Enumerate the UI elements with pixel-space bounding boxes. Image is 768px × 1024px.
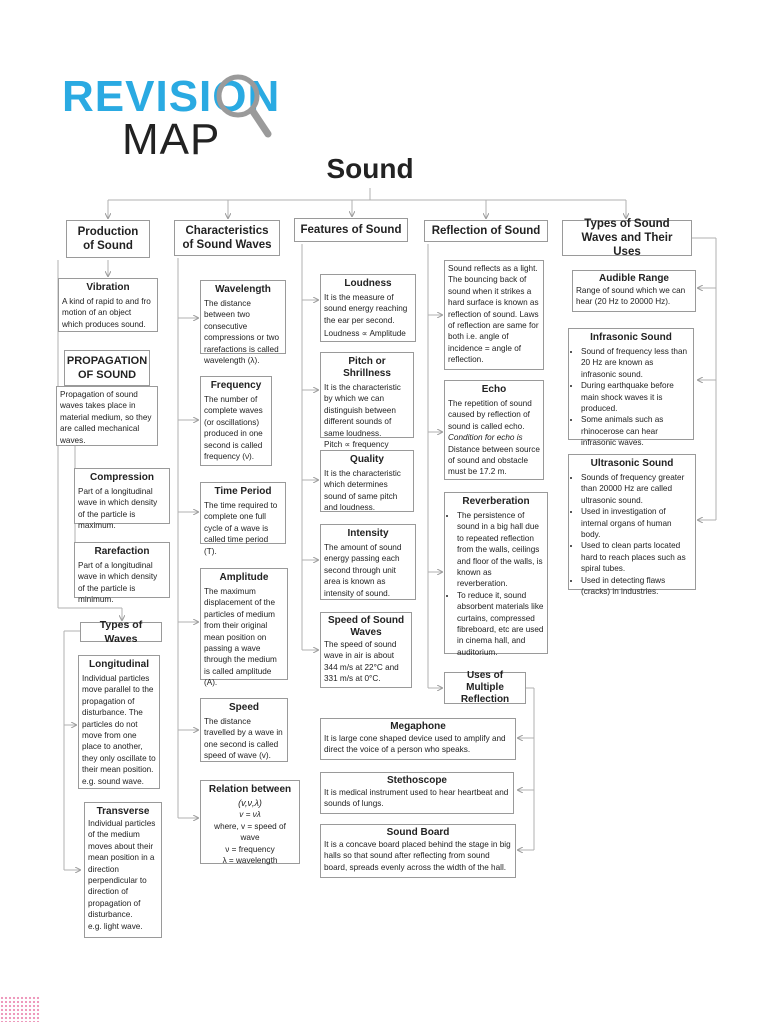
compression-text: Part of a longitudinal wave in which density of the particle is maximum. (78, 487, 158, 531)
propagation-text: Propagation of sound waves takes place in material medium, so they are called mechanical waves. (56, 386, 158, 446)
infrasonic-title: Infrasonic Sound (590, 332, 672, 343)
header-characteristics: Characteristics of Sound Waves (174, 220, 280, 256)
rarefaction-text: Part of a longitudinal wave in which density of the particle is minimum. (78, 561, 158, 605)
loudness-title: Loudness (344, 278, 392, 289)
wavelength-text: The distance between two consecutive compressions or two rarefactions is called wavelength (λ). (204, 299, 280, 366)
longitudinal-text: Individual particles move parallel to the propagation of disturbance. The particles do not move from one place to another, they only oscillate to their mean position. (82, 674, 156, 775)
relation-where-wavelength: λ = wavelength (222, 856, 278, 866)
ultrasonic-item: • Sounds of frequency greater than 20000 Hz are called ultrasonic sound. (581, 472, 692, 506)
logo-revision: REVISION (62, 72, 281, 121)
compression-title: Compression (90, 472, 154, 483)
rarefaction-title: Rarefaction (94, 546, 150, 557)
audible-range-title: Audible Range (598, 273, 669, 284)
quality-title: Quality (350, 454, 384, 465)
stethoscope-text: It is medical instrument used to hear heartbeat and sounds of lungs. (324, 788, 509, 809)
echo-text-2: Distance between source of sound and obstacle must be 17.2 m. (448, 444, 540, 477)
vibration-title: Vibration (86, 282, 130, 293)
transverse-title: Transverse (96, 806, 150, 817)
wavelength-title: Wavelength (215, 284, 271, 295)
stethoscope-box (320, 772, 514, 814)
vibration-box (58, 278, 158, 332)
loudness-box (320, 274, 416, 342)
infrasonic-item: • During earthquake before main shock waves it is produced. (581, 380, 690, 414)
ultrasonic-title: Ultrasonic Sound (590, 458, 674, 469)
speed-of-sound-title: Speed of Sound Waves (327, 615, 405, 638)
intensity-title: Intensity (347, 528, 389, 539)
loudness-relation: Loudness ∝ Amplitude (324, 329, 406, 339)
quality-box (320, 450, 414, 512)
longitudinal-example: e.g. sound wave. (82, 776, 144, 786)
pitch-title: Pitch or Shrillness (343, 356, 391, 379)
sound-board-box (320, 824, 516, 878)
audible-range-text: Range of sound which we can hear (20 Hz to 20000 Hz). (576, 286, 686, 307)
ultrasonic-list (572, 472, 692, 597)
header-production: Production of Sound (66, 220, 150, 258)
types-of-waves-header: Types of Waves (80, 622, 162, 642)
megaphone-text: It is large cone shaped device used to amplify and direct the voice of a person who speaks. (324, 734, 506, 755)
infrasonic-box (568, 328, 694, 448)
speed-of-sound-text: The speed of sound wave in air is about 344 m/s at 22°C and 331 m/s at 0°C. (324, 640, 399, 684)
magnifier-icon (210, 70, 274, 142)
logo-map: MAP (122, 115, 221, 164)
ultrasonic-box (568, 454, 696, 597)
speed-box (200, 698, 288, 762)
pitch-box (320, 352, 414, 450)
echo-box (444, 380, 544, 480)
relation-title: Relation between (208, 784, 292, 795)
amplitude-title: Amplitude (219, 572, 269, 583)
uses-multiple-reflection-header: Uses of Multiple Reflection (444, 672, 526, 704)
loudness-text: It is the measure of sound energy reaching the ear per second. (324, 293, 408, 325)
reverberation-item: • The persistence of sound in a big hall due to repeated reflection from the walls, ceilings and floor of the walls, is known as reverberation. (457, 510, 544, 590)
relation-vars: (v,ν,λ) (238, 798, 262, 808)
reverberation-list (448, 510, 544, 658)
time-period-title: Time Period (214, 486, 272, 497)
ultrasonic-item: • Used to clean parts located hard to reach places such as spiral tubes. (581, 540, 692, 574)
time-period-text: The time required to complete one full cycle of a wave is called time period (T). (204, 501, 278, 556)
wavelength-box (200, 280, 286, 366)
decorative-dots (0, 996, 40, 1022)
ultrasonic-item: • Used in investigation of internal organs of human body. (581, 506, 692, 540)
longitudinal-box (78, 655, 160, 789)
stethoscope-title: Stethoscope (386, 775, 447, 786)
intensity-text: The amount of sound energy passing each second through unit area is known as intensity of sound. (324, 543, 402, 598)
frequency-title: Frequency (210, 380, 262, 391)
reflection-intro: Sound reflects as a light. The bouncing back of sound when it strikes a hard surface is known as reflection of sound. Laws of reflection are same for both i.e. angle of incidence = angle of reflection. (444, 260, 544, 370)
page-title: Sound (326, 153, 414, 184)
megaphone-box (320, 718, 516, 760)
relation-box (200, 780, 300, 864)
speed-of-sound-box (320, 612, 412, 688)
infrasonic-item: • Sound of frequency less than 20 Hz are known as infrasonic sound. (581, 346, 690, 380)
infrasonic-item: • Some animals such as rhinocerose can hear infrasonic waves. (581, 414, 690, 448)
compression-box (74, 468, 170, 531)
echo-text: The repetition of sound caused by reflection of sound is called echo. (448, 399, 532, 431)
amplitude-text: The maximum displacement of the particles of medium from their original mean position on passing a wave through the medium is called amplitude (A). (204, 587, 277, 688)
time-period-box (200, 482, 286, 556)
audible-range-box (572, 270, 696, 312)
vibration-text: A kind of rapid to and fro motion of an object which produces sound. (62, 297, 151, 329)
reverberation-item: • To reduce it, sound absorbent materials like curtains, compressed fibreboard, etc are used in cinema hall, and auditorium. (457, 590, 544, 658)
frequency-text: The number of complete waves (or oscillations) produced in one second is called frequency (ν). (204, 395, 263, 462)
pitch-text: It is the characteristic by which we can distinguish between different sounds of same loudness. (324, 383, 401, 438)
rarefaction-box (74, 542, 170, 605)
header-reflection: Reflection of Sound (424, 220, 548, 242)
reverberation-box (444, 492, 548, 657)
propagation-title: PROPAGATION OF SOUND (64, 350, 150, 386)
transverse-text: Individual particles of the medium moves about their mean position in a direction perpendicular to direction of propagation of disturbance. (88, 819, 156, 920)
header-types-of-sound-waves: Types of Sound Waves and Their Uses (562, 220, 692, 256)
longitudinal-title: Longitudinal (89, 659, 149, 670)
relation-where-frequency: ν = frequency (225, 844, 275, 854)
echo-condition: Condition for echo is (448, 433, 523, 443)
ultrasonic-item: • Used in detecting flaws (cracks) in industries. (581, 575, 692, 598)
reverberation-title: Reverberation (462, 496, 530, 507)
amplitude-box (200, 568, 288, 688)
pitch-relation: Pitch ∝ frequency (324, 440, 389, 450)
relation-formula: v = νλ (239, 810, 261, 820)
transverse-example: e.g. light wave. (88, 921, 143, 931)
frequency-box (200, 376, 272, 466)
relation-where-speed: where, v = speed of wave (214, 821, 286, 843)
quality-text: It is the characteristic which determines sound of same pitch and loudness. (324, 469, 401, 513)
header-features: Features of Sound (294, 218, 408, 242)
megaphone-title: Megaphone (390, 721, 446, 732)
intensity-box (320, 524, 416, 600)
sound-board-text: It is a concave board placed behind the stage in big halls so that sound after reflecting from sound board, spreads evenly across the width of the hall. (324, 840, 511, 872)
echo-title: Echo (481, 384, 507, 395)
infrasonic-list (572, 346, 690, 449)
transverse-box (84, 802, 162, 938)
sound-board-title: Sound Board (386, 827, 450, 838)
speed-text: The distance travelled by a wave in one second is called speed of wave (v). (204, 717, 283, 761)
speed-title: Speed (228, 702, 259, 713)
